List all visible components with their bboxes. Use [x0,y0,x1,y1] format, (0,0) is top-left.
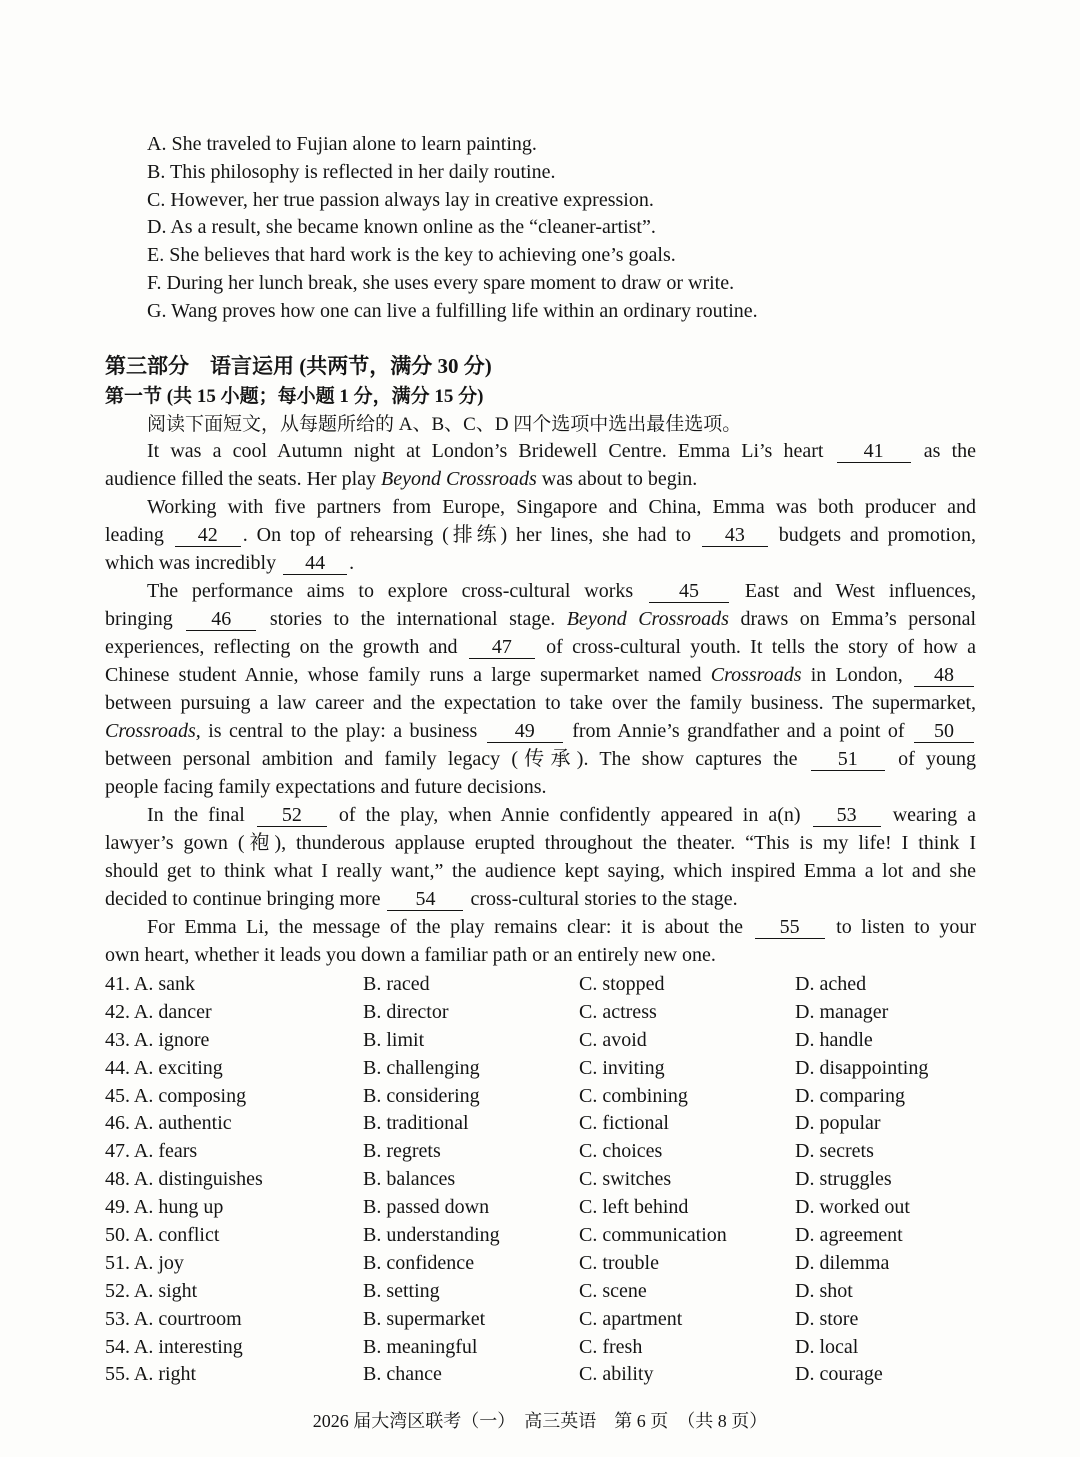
option-line: C. However, her true passion always lay in creative expression. [147,188,654,211]
option-line: E. She believes that hard work is the key to achieving one’s goals. [147,244,676,267]
option-c[interactable]: C. scene [579,1279,647,1302]
option-b[interactable]: B. limit [363,1028,425,1051]
option-a[interactable]: 48. A. distinguishes [105,1168,263,1191]
question-row [105,1361,985,1389]
option-line: G. Wang proves how one can live a fulfilling life within an ordinary routine. [147,299,758,322]
passage-line: It was a cool Autumn night at London’s Bridewell Centre. Emma Li’s heart 41 as the [147,440,977,462]
option-b[interactable]: B. director [363,1000,449,1023]
question-row [105,1027,985,1055]
blank-48[interactable]: 48 [914,664,974,687]
question-row [105,1138,985,1166]
option-b[interactable]: B. challenging [363,1056,480,1079]
option-c[interactable]: C. combining [579,1084,688,1107]
passage-line: In the final 52 of the play, when Annie confidently appeared in a(n) 53 wearing a [147,804,977,826]
option-d[interactable]: D. ached [795,973,867,995]
blank-54[interactable]: 54 [387,888,463,911]
blank-51[interactable]: 51 [811,748,885,771]
question-row [105,1083,985,1111]
question-options-grid [105,971,985,1389]
option-d[interactable]: D. courage [795,1363,883,1386]
blank-41[interactable]: 41 [837,440,911,463]
option-c[interactable]: C. inviting [579,1056,665,1079]
page-footer: 2026 届大湾区联考（一） 高三英语 第 6 页 （共 8 页） [312,1411,768,1431]
option-b[interactable]: B. traditional [363,1112,469,1135]
option-c[interactable]: C. left behind [579,1196,689,1219]
option-a[interactable]: 45. A. composing [105,1084,247,1107]
blank-42[interactable]: 42 [175,524,241,547]
option-c[interactable]: C. fresh [579,1335,643,1358]
passage-line: own heart, whether it leads you down a familiar path or an entirely new one. [105,944,716,966]
option-a[interactable]: 50. A. conflict [105,1224,220,1247]
option-c[interactable]: C. avoid [579,1028,647,1051]
option-d[interactable]: D. comparing [795,1084,905,1107]
option-c[interactable]: C. fictional [579,1112,669,1135]
option-c[interactable]: C. actress [579,1000,657,1023]
passage-line: bringing 46 stories to the international stage. Beyond Crossroads draws on Emma’s personal [105,608,977,630]
option-line: D. As a result, she became known online as the “cleaner-artist”. [147,216,656,239]
blank-50[interactable]: 50 [914,720,974,743]
passage-line: should get to think what I really want,” the audience kept saying, which inspired Emma a lot and she [105,860,976,882]
option-line: B. This philosophy is reflected in her daily routine. [147,160,556,183]
question-row [105,999,985,1027]
option-c[interactable]: C. choices [579,1140,663,1163]
option-b[interactable]: B. considering [363,1084,480,1107]
question-row [105,1250,985,1278]
passage-line: For Emma Li, the message of the play remains clear: it is about the 55 to listen to your [147,916,977,938]
blank-44[interactable]: 44 [283,552,347,575]
question-row [105,1222,985,1250]
option-d[interactable]: D. manager [795,1000,889,1023]
option-d[interactable]: D. secrets [795,1140,874,1163]
option-a[interactable]: 43. A. ignore [105,1028,210,1051]
option-d[interactable]: D. agreement [795,1224,903,1247]
option-a[interactable]: 55. A. right [105,1363,197,1386]
option-a[interactable]: 54. A. interesting [105,1335,243,1358]
cloze-passage [105,437,976,969]
option-a[interactable]: 46. A. authentic [105,1112,232,1135]
passage-line: lawyer’s gown (袍), thunderous applause erupted throughout the theater. “This is my life! I think I [105,832,976,854]
option-d[interactable]: D. disappointing [795,1056,929,1079]
option-b[interactable]: B. supermarket [363,1307,486,1330]
passage-line: decided to continue bringing more 54 cross-cultural stories to the stage. [105,888,738,910]
question-row [105,1166,985,1194]
option-d[interactable]: D. struggles [795,1168,892,1191]
option-a[interactable]: 51. A. joy [105,1251,184,1274]
question-row [105,971,985,999]
passage-line: between personal ambition and family legacy (传承). The show captures the 51 of young [105,748,976,770]
question-row [105,1055,985,1083]
blank-49[interactable]: 49 [487,720,563,743]
option-c[interactable]: C. stopped [579,973,665,995]
option-c[interactable]: C. trouble [579,1251,659,1274]
passage-line: leading 42 . On top of rehearsing (排练) her lines, she had to 43 budgets and promotion, [105,524,976,546]
option-d[interactable]: D. local [795,1335,859,1358]
option-a[interactable]: 41. A. sank [105,973,195,995]
passage-line: Crossroads, is central to the play: a business 49 from Annie’s grandfather and a point of 50 [105,717,976,745]
passage-line: which was incredibly 44 . [105,552,355,574]
option-b[interactable]: B. raced [363,973,430,995]
option-c[interactable]: C. apartment [579,1307,683,1330]
section-title: 第三部分 语言运用 (共两节，满分 30 分) [105,354,492,378]
option-c[interactable]: C. switches [579,1168,672,1191]
question-row [105,1110,985,1138]
passage-line: experiences, reflecting on the growth and 47 of cross-cultural youth. It tells the story of how a [105,636,977,658]
option-c[interactable]: C. communication [579,1224,727,1247]
option-a[interactable]: 47. A. fears [105,1140,198,1163]
sub-title: 第一节 (共 15 小题；每小题 1 分，满分 15 分) [105,386,484,407]
option-b[interactable]: B. confidence [363,1251,475,1274]
blank-53[interactable]: 53 [813,804,881,827]
question-row [105,1334,985,1362]
option-c[interactable]: C. ability [579,1363,654,1386]
blank-55[interactable]: 55 [755,916,825,939]
option-b[interactable]: B. regrets [363,1140,441,1163]
option-a[interactable]: 53. A. courtroom [105,1307,242,1330]
option-a[interactable]: 42. A. dancer [105,1000,212,1023]
previous-options-list [147,131,758,326]
option-a[interactable]: 52. A. sight [105,1279,198,1302]
option-b[interactable]: B. understanding [363,1224,500,1247]
option-b[interactable]: B. setting [363,1279,440,1302]
option-b[interactable]: B. balances [363,1168,456,1191]
blank-46[interactable]: 46 [186,608,256,631]
blank-45[interactable]: 45 [649,580,729,603]
passage-line: Chinese student Annie, whose family runs a large supermarket named Crossroads in London, 48 [105,661,976,689]
option-line: F. During her lunch break, she uses every spare moment to draw or write. [147,271,735,294]
option-line: A. She traveled to Fujian alone to learn painting. [147,133,537,155]
question-row [105,1194,985,1222]
blank-43[interactable]: 43 [702,524,768,547]
option-a[interactable]: 49. A. hung up [105,1196,224,1219]
option-b[interactable]: B. passed down [363,1196,490,1219]
passage-line: The performance aims to explore cross-cultural works 45 East and West influences, [147,580,977,602]
passage-line: Working with five partners from Europe, Singapore and China, Emma was both producer and [147,496,976,518]
option-d[interactable]: D. popular [795,1112,881,1135]
blank-47[interactable]: 47 [469,636,535,659]
blank-52[interactable]: 52 [257,804,327,827]
question-row [105,1306,985,1334]
option-b[interactable]: B. meaningful [363,1335,478,1358]
option-d[interactable]: D. store [795,1307,859,1330]
option-d[interactable]: D. handle [795,1028,873,1051]
passage-line: audience filled the seats. Her play Beyond Crossroads was about to begin. [105,468,698,490]
option-d[interactable]: D. shot [795,1279,853,1302]
option-a[interactable]: 44. A. exciting [105,1056,223,1079]
option-b[interactable]: B. chance [363,1363,442,1386]
option-d[interactable]: D. dilemma [795,1251,890,1274]
passage-line: between pursuing a law career and the expectation to take over the family business. The supermarket, [105,692,976,714]
option-d[interactable]: D. worked out [795,1196,910,1219]
passage-line: people facing family expectations and future decisions. [105,776,547,798]
question-row [105,1278,985,1306]
instruction: 阅读下面短文，从每题所给的 A、B、C、D 四个选项中选出最佳选项。 [147,414,742,435]
